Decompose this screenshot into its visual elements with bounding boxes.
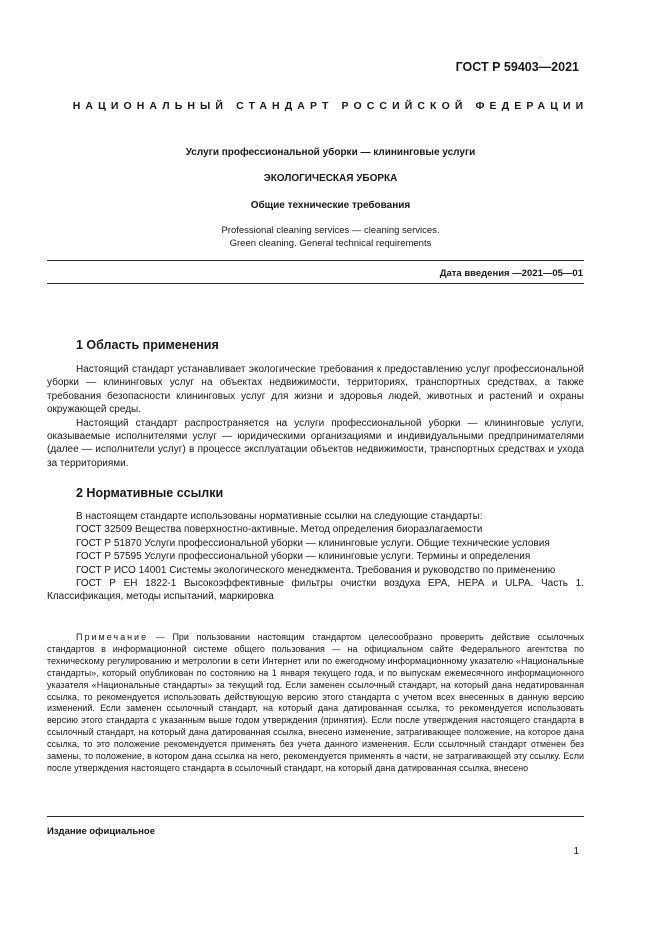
date-of-introduction: Дата введения —2021—05—01 (439, 268, 583, 279)
title-technical-requirements: Общие технические требования (250, 200, 411, 211)
date-divider (47, 283, 584, 284)
reference-item: ГОСТ Р 57595 Услуги профессиональной уборки — клининговые услуги. Термины и определения (76, 551, 531, 563)
english-title-line-1: Professional cleaning services — cleaning services. (221, 225, 440, 236)
page-number: 1 (573, 846, 579, 857)
paragraph: Настоящий стандарт устанавливает экологические требования к предоставлению услуг профессиональной уборки — клининговых услуг на объектах недвижимости, территориях, транспортных средствах, а также требования безопасности клининговых услуг для жизни и здоровья людей, животных и растений и охраны окружающей среды. (47, 364, 584, 416)
note-text: — При пользовании настоящим стандартом целесообразно проверить действие ссылочных стандартов в информационной системе общего пользования — на официальном сайте Федерального агентства по техническому регулированию и метрологии в сети Интернет или по ежегодному информационному указателю «Национальные стандарты», который опубликован по состоянию на 1 января текущего года, и по выпускам ежемесячного информационного указателя «Национальные стандарты» за текущий год. Если заменен ссылочный стандарт, на который дана недатированная ссылка, то рекомендуется использовать действующую версию этого стандарта с учетом всех внесенных в данную версию изменений. Если заменен ссылочный стандарт, на который дана датированная ссылка, то рекомендуется использовать версию этого стандарта с указанным выше годом утверждения (принятия). Если после утверждения настоящего стандарта в ссылочный стандарт, на который дана датированная ссылка, внесено изменение, затрагивающее положение, на которое дана ссылка, то это положение рекомендуется применять без учета данного изменения. Если ссылочный стандарт отменен без замены, то положение, в котором дана ссылка на него, рекомендуется применять в части, не затрагивающей эту ссылку. Если после утверждения настоящего стандарта в ссылочный стандарт, на который дана датированная ссылка, внесено (47, 632, 584, 773)
section-1-title: 1 Область применения (76, 338, 219, 352)
footer-divider (47, 816, 584, 817)
note-label: Примечание (76, 632, 149, 642)
reference-item: ГОСТ Р ИСО 14001 Системы экологического менеджмента. Требования и руководство по применению (76, 564, 556, 576)
paragraph: Настоящий стандарт распространяется на услуги профессиональной уборки — клининговые услуги, оказываемые исполнителями услуг — юридическими организациями и индивидуальными предпринимателями (далее — исполнители услуг) в процессе эксплуатации объектов недвижимости, транспортных средствах и ухода за территориями. (47, 417, 584, 469)
reference-item: ГОСТ 32509 Вещества поверхностно-активные. Метод определения биоразлагаемости (76, 524, 483, 536)
section-1-body (47, 363, 584, 470)
section-2-body (47, 510, 584, 604)
top-divider (47, 260, 584, 261)
title-green-cleaning: ЭКОЛОГИЧЕСКАЯ УБОРКА (263, 173, 398, 184)
national-standard-heading: НАЦИОНАЛЬНЫЙ СТАНДАРТ РОССИЙСКОЙ ФЕДЕРАЦИИ (72, 100, 589, 112)
reference-item: ГОСТ Р ЕН 1822-1 Высокоэффективные фильтры очистки воздуха ЕРА, НЕРА и ULPA. Часть 1. Классификация, методы испытаний, маркировка (47, 578, 584, 603)
english-title-line-2: Green cleaning. General technical requirements (229, 238, 432, 249)
document-number: ГОСТ Р 59403—2021 (455, 60, 579, 74)
official-edition-label: Издание официальное (47, 826, 155, 837)
title-services: Услуги профессиональной уборки — клининговые услуги (185, 147, 476, 158)
references-intro: В настоящем стандарте использованы нормативные ссылки на следующие стандарты: (76, 511, 483, 522)
reference-item: ГОСТ Р 51870 Услуги профессиональной уборки — клининговые услуги. Общие технические условия (76, 537, 550, 549)
references-note (47, 632, 584, 775)
section-2-title: 2 Нормативные ссылки (76, 486, 224, 500)
